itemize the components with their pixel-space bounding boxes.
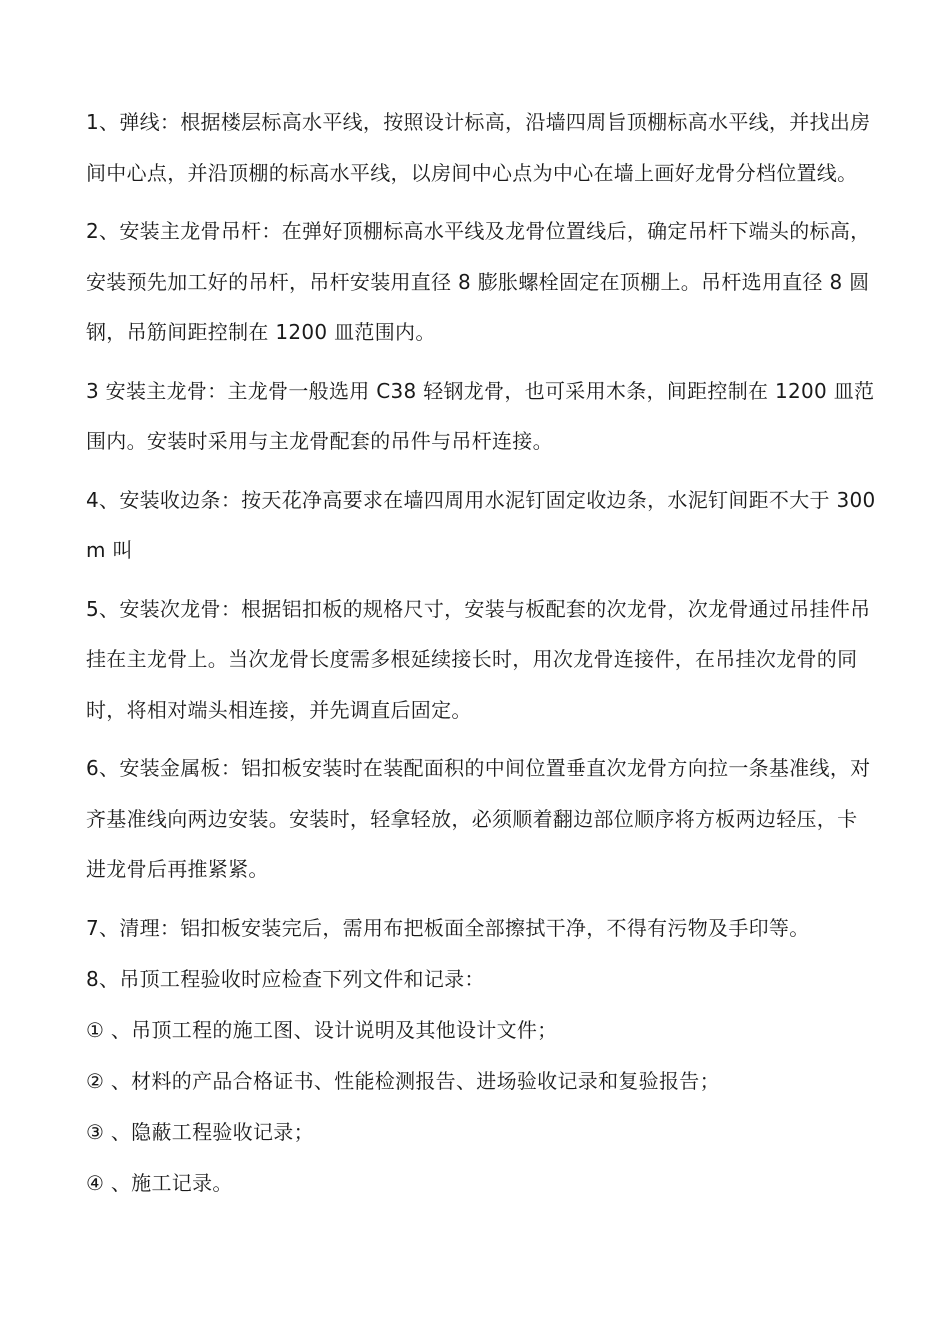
paragraph-step-3-install-main-keel: 3 安装主龙骨：主龙骨一般选用 C38 轻钢龙骨，也可采用木条，间距控制在 1200 皿范围内。安装时采用与主龙骨配套的吊件与吊杆连接。 bbox=[86, 378, 875, 453]
list-item-acceptance-1: ① 、吊顶工程的施工图、设计说明及其他设计文件； bbox=[86, 1017, 558, 1042]
list-item-acceptance-3: ③ 、隐蔽工程验收记录； bbox=[86, 1119, 314, 1144]
list-item-acceptance-2: ② 、材料的产品合格证书、性能检测报告、进场验收记录和复验报告； bbox=[86, 1068, 720, 1093]
list-item-acceptance-4: ④ 、施工记录。 bbox=[86, 1170, 233, 1195]
paragraph-step-6-install-metal-panels: 6、安装金属板：铝扣板安装时在装配面积的中间位置垂直次龙骨方向拉一条基准线，对齐基准线向两边安装。安装时，轻拿轻放，必须顺着翻边部位顺序将方板两边轻压，卡进龙骨后再推紧紧。 bbox=[86, 756, 871, 881]
paragraph-step-4-install-edge-strip: 4、安装收边条：按天花净高要求在墙四周用水泥钉固定收边条，水泥钉间距不大于 300m 叫 bbox=[86, 487, 876, 562]
paragraph-step-7-cleaning: 7、清理：铝扣板安装完后，需用布把板面全部擦拭干净，不得有污物及手印等。 bbox=[86, 915, 810, 940]
paragraph-step-8-acceptance: 8、吊顶工程验收时应检查下列文件和记录： bbox=[86, 966, 485, 991]
paragraph-step-2-install-hanger-rods: 2、安装主龙骨吊杆：在弹好顶棚标高水平线及龙骨位置线后，确定吊杆下端头的标高，安装预先加工好的吊杆，吊杆安装用直径 8 膨胀螺栓固定在顶棚上。吊杆选用直径 8 圆钢，吊筋间距控制在 1200 皿范围内。 bbox=[86, 219, 871, 344]
paragraph-step-1-snap-line: 1、弹线：根据楼层标高水平线，按照设计标高，沿墙四周旨顶棚标高水平线，并找出房间中心点，并沿顶棚的标高水平线，以房间中心点为中心在墙上画好龙骨分档位置线。 bbox=[86, 110, 871, 185]
paragraph-step-5-install-secondary-keel: 5、安装次龙骨：根据铝扣板的规格尺寸，安装与板配套的次龙骨，次龙骨通过吊挂件吊挂在主龙骨上。当次龙骨长度需多根延续接长时，用次龙骨连接件，在吊挂次龙骨的同时，将相对端头相连接，并先调直后固定。 bbox=[86, 596, 871, 722]
document-body bbox=[86, 97, 876, 1209]
